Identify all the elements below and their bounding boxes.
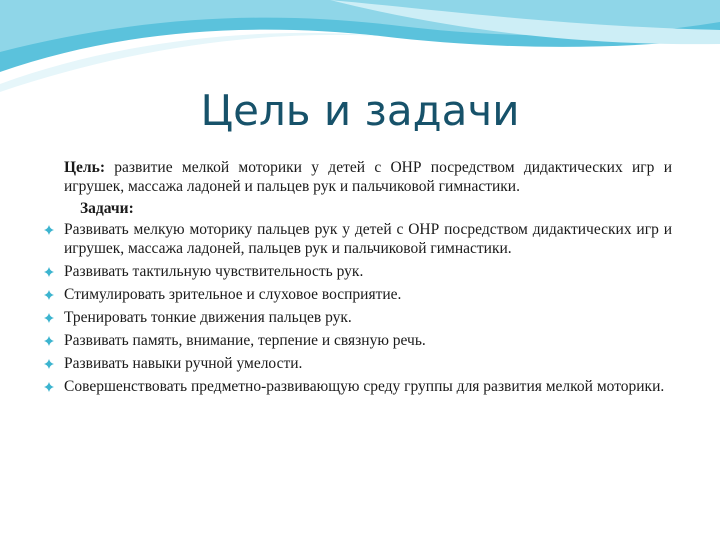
tasks-label: Задачи: <box>80 200 134 217</box>
task-text: Развивать тактильную чувствительность рук. <box>64 263 364 280</box>
bullet-icon <box>44 359 54 369</box>
bullet-icon <box>44 313 54 323</box>
task-text: Развивать навыки ручной умелости. <box>64 355 303 372</box>
list-item <box>44 308 672 327</box>
tasks-list <box>44 220 672 396</box>
bullet-icon <box>44 290 54 300</box>
task-text: Развивать мелкую моторику пальцев рук у детей с ОНР посредством дидактических игр и игрушек, массажа ладоней, пальцев рук и пальчиковой гимнастики. <box>64 221 672 257</box>
list-item <box>44 354 672 373</box>
list-item <box>44 220 672 258</box>
bullet-icon <box>44 267 54 277</box>
goal-text: развитие мелкой моторики у детей с ОНР посредством дидактических игр и игрушек, массажа ладоней и пальцев рук и пальчиковой гимнастики. <box>64 159 672 195</box>
task-text: Совершенствовать предметно-развивающую среду группы для развития мелкой моторики. <box>64 378 665 395</box>
bullet-icon <box>44 382 54 392</box>
list-item <box>44 377 672 396</box>
bullet-icon <box>44 225 54 235</box>
slide-title: Цель и задачи <box>200 86 520 135</box>
bullet-icon <box>44 336 54 346</box>
goal-label: Цель: <box>64 159 105 176</box>
list-item <box>44 262 672 281</box>
task-text: Развивать память, внимание, терпение и связную речь. <box>64 332 426 349</box>
slide-body <box>44 158 672 400</box>
list-item <box>44 285 672 304</box>
list-item <box>44 331 672 350</box>
task-text: Стимулировать зрительное и слуховое восприятие. <box>64 286 402 303</box>
task-text: Тренировать тонкие движения пальцев рук. <box>64 309 352 326</box>
goal-paragraph <box>44 158 672 196</box>
